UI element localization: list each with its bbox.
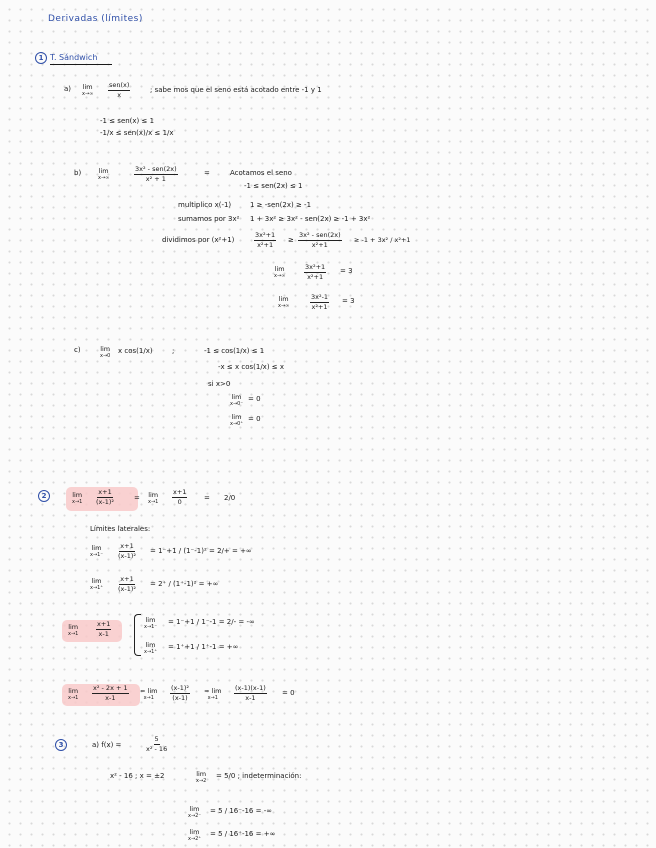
numerator: 5 (154, 735, 159, 743)
s2-quad-r2-fraction (234, 685, 267, 701)
item-b-note: Acotamos el seno (230, 169, 292, 177)
lim-subscript: x→2⁻ (188, 812, 201, 819)
lim-word: lim (231, 413, 242, 421)
s2-main-eq: = (134, 494, 140, 502)
item-b-limit (98, 168, 109, 181)
lim-subscript: x→1 (68, 630, 79, 637)
s3-line1-result: = 5/0 ; indeterminación: (216, 772, 302, 780)
s2-main-eq2: = (204, 494, 210, 502)
s2-piece-limit (68, 624, 78, 637)
section-3-badge: 3 (55, 739, 67, 751)
lim-subscript: x→∞ (278, 302, 290, 309)
item-b-row4-frac3: ≥ -1 + 3x² / x²+1 (354, 236, 411, 244)
item-b-row3-expr: 1 + 3x² ≥ 3x² - sen(2x) ≥ -1 + 3x² (250, 215, 371, 223)
s2-piece-b2-result: = 1⁺+1 / 1⁺-1 = +∞ (168, 643, 239, 651)
item-b-row4-frac2 (298, 232, 342, 248)
lim-subscript: x→0⁺ (230, 420, 243, 427)
item-c-line1: -1 ≤ cos(1/x) ≤ 1 (204, 347, 265, 355)
section-1-underline (50, 64, 112, 65)
s3-a-label: a) f(x) = (92, 741, 122, 749)
item-c-line2: -x ≤ x cos(1/x) ≤ x (218, 363, 285, 371)
s2-quad-r1-fraction (170, 685, 190, 701)
numerator: 3x² - sen(2x) (299, 231, 341, 239)
item-c-expr: x cos(1/x) (118, 347, 153, 355)
s2-lateral2-rest: = 2⁺ / (1⁺-1)² = +∞ (150, 580, 219, 588)
denominator: (x-1) (172, 693, 188, 702)
item-a-limit (82, 84, 93, 97)
lim-word: lim (98, 167, 109, 175)
lim-subscript: x→∞ (98, 174, 110, 181)
denominator: x-1 (245, 693, 256, 702)
lim-subscript: x→∞ (274, 272, 286, 279)
lim-subscript: x→0⁻ (230, 400, 243, 407)
lim-subscript: x→2 (196, 777, 207, 784)
lim-subscript: x→1 (72, 498, 83, 505)
numerator: x+1 (120, 575, 134, 583)
s3-line1: x² - 16 ; x = ±2 (110, 772, 165, 780)
lim-word: lim (91, 577, 102, 585)
s2-main-limit (72, 492, 82, 505)
item-a-line1: -1 ≤ sen(x) ≤ 1 (100, 117, 155, 125)
s2-piece-b1-limit (144, 617, 157, 630)
s2-quad-r2-limit (204, 688, 221, 701)
lim-word: lim (189, 805, 200, 813)
item-c-limA-result: = 0 (248, 395, 261, 403)
numerator: 3x²-1 (311, 293, 329, 301)
lim-subscript: x→2⁺ (188, 835, 201, 842)
denominator: x²+1 (307, 272, 324, 281)
s2-quad-limit (68, 688, 78, 701)
lim-subscript: x→1⁺ (144, 648, 157, 655)
denominator: x² + 1 (145, 174, 166, 183)
item-b-eq: = (204, 169, 210, 177)
item-b-lim2 (278, 296, 289, 309)
s2-lateral1-limit (90, 545, 103, 558)
item-b-row2-label: multiplico x(-1) (178, 201, 232, 209)
numerator: x+1 (98, 488, 112, 496)
numerator: (x-1)² (171, 684, 190, 692)
numerator: sen(x) (109, 81, 130, 89)
piecewise-brace (134, 614, 141, 656)
section-2-badge: 2 (38, 490, 50, 502)
s3-line1-limit (196, 771, 206, 784)
denominator: x²+1 (257, 240, 274, 249)
s2-main-limit2 (148, 492, 158, 505)
denominator: x (117, 90, 122, 99)
item-b-lim1-frac (304, 264, 326, 280)
s2-lateral2-fraction (118, 576, 136, 592)
section-1-badge: 1 (35, 52, 47, 64)
s2-quad-r3: = 0 (282, 689, 295, 697)
lim-subscript: x→1 (148, 498, 159, 505)
denominator: x-1 (105, 693, 116, 702)
lim-word: = lim (140, 687, 158, 695)
lim-word: lim (148, 491, 159, 499)
s2-lateral1-rest: = 1⁻+1 / (1⁻-1)² = 2/+ = +∞ (150, 547, 252, 555)
item-b-lim1-result: = 3 (340, 267, 353, 275)
item-b-lim2-result: = 3 (342, 297, 355, 305)
item-c-limit (100, 346, 110, 359)
item-b-tag: b) (74, 169, 82, 177)
denominator: x-1 (98, 629, 109, 638)
s2-lateral2-limit (90, 578, 103, 591)
numerator: (x-1)(x-1) (235, 684, 266, 692)
s2-main-fraction (96, 489, 114, 505)
lim-word: lim (100, 345, 111, 353)
lim-word: lim (196, 770, 207, 778)
lim-word: lim (145, 616, 156, 624)
numerator: x+1 (120, 542, 134, 550)
lim-word: lim (145, 641, 156, 649)
item-c-limB-result: = 0 (248, 415, 261, 423)
item-c-semicolon: ; (172, 347, 175, 355)
s3-lm2-result: = 5 / 16⁺-16 = +∞ (210, 830, 276, 838)
lim-subscript: x→∞ (82, 90, 94, 97)
lim-subscript: x→1⁺ (90, 584, 103, 591)
s3-a-fraction (146, 736, 167, 752)
lateral-limits-label: Límites laterales: (90, 525, 151, 533)
item-b-lim1 (274, 266, 285, 279)
lim-word: lim (274, 265, 285, 273)
lim-word: lim (68, 623, 79, 631)
lim-subscript: x→1 (207, 694, 218, 701)
page-title: Derivadas (límites) (48, 14, 143, 24)
numerator: x+1 (173, 488, 187, 496)
numerator: 3x²+1 (305, 263, 326, 271)
denominator: (x-1)² (96, 497, 115, 506)
s3-lm1-limit (188, 806, 201, 819)
s2-piece-b2-limit (144, 642, 157, 655)
item-b-row3-label: sumamos por 3x² (178, 215, 240, 223)
lim-word: lim (82, 83, 93, 91)
numerator: x² - 2x + 1 (93, 684, 128, 692)
s2-main-fraction2 (172, 489, 187, 505)
numerator: x+1 (97, 620, 111, 628)
item-c-line3: si x>0 (208, 380, 231, 388)
item-a-line2: -1/x ≤ sen(x)/x ≤ 1/x (100, 129, 174, 137)
section-1-title: T. Sándwich (50, 53, 98, 62)
lim-subscript: x→1⁻ (144, 623, 157, 630)
item-a-tag: a) (64, 85, 72, 93)
denominator: x² - 16 (146, 744, 168, 753)
s2-quad-fraction (92, 685, 129, 701)
item-b-row4-geq: ≥ (288, 236, 294, 244)
item-c-tag: c) (74, 346, 81, 354)
numerator: 3x² - sen(2x) (135, 165, 177, 173)
item-b-row4-frac1 (254, 232, 276, 248)
denominator: x²+1 (311, 240, 328, 249)
item-b-line1: -1 ≤ sen(2x) ≤ 1 (244, 182, 303, 190)
denominator: (x-1)² (118, 551, 137, 560)
s3-lm2-limit (188, 829, 201, 842)
s2-main-result: 2/0 (224, 494, 236, 502)
lim-word: lim (68, 687, 79, 695)
item-c-limA (230, 394, 243, 407)
lim-subscript: x→1 (68, 694, 79, 701)
item-b-row4-label: dividimos por (x²+1) (162, 236, 235, 244)
s3-lm1-result: = 5 / 16⁻-16 = -∞ (210, 807, 273, 815)
item-c-limB (230, 414, 243, 427)
lim-subscript: x→1⁻ (90, 551, 103, 558)
lim-subscript: x→0 (100, 352, 111, 359)
item-a-fraction (108, 82, 130, 98)
numerator: 3x²+1 (255, 231, 276, 239)
lim-word: = lim (204, 687, 222, 695)
lim-word: lim (72, 491, 83, 499)
lim-word: lim (189, 828, 200, 836)
item-b-lim2-frac (310, 294, 329, 310)
lim-word: lim (231, 393, 242, 401)
item-b-fraction (134, 166, 178, 182)
item-a-note: ; sabe mos que el seno está acotado entre -1 y 1 (150, 86, 322, 94)
s2-lateral1-fraction (118, 543, 136, 559)
lim-subscript: x→1 (143, 694, 154, 701)
denominator: 0 (177, 497, 182, 506)
item-b-row2-expr: 1 ≥ -sen(2x) ≥ -1 (250, 201, 312, 209)
s2-quad-r1-limit (140, 688, 157, 701)
s2-piece-b1-result: = 1⁻+1 / 1⁻-1 = 2/- = -∞ (168, 618, 255, 626)
lim-word: lim (91, 544, 102, 552)
s2-piece-fraction (96, 621, 111, 637)
denominator: x²+1 (311, 302, 328, 311)
denominator: (x-1)² (118, 584, 137, 593)
lim-word: lim (278, 295, 289, 303)
